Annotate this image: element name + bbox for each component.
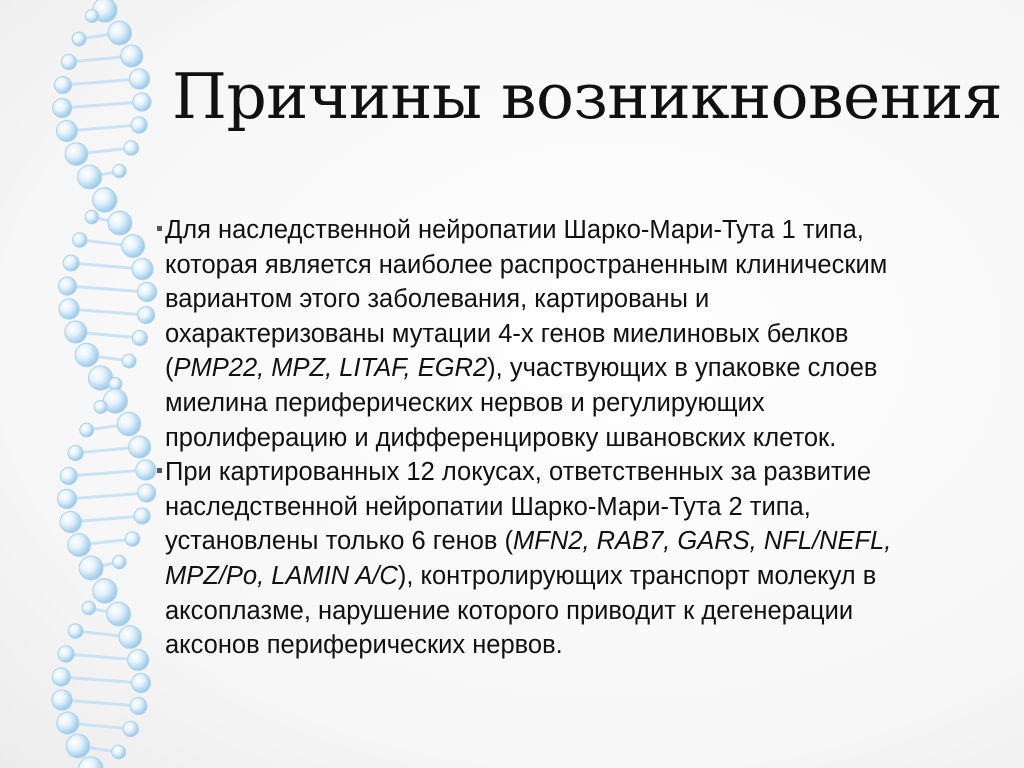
dna-bead <box>53 99 72 118</box>
dna-bead <box>56 121 77 142</box>
dna-bead <box>59 277 77 295</box>
text-line <box>165 421 995 456</box>
dna-bead <box>63 255 79 271</box>
dna-bead <box>58 646 74 662</box>
dna-bead <box>68 534 91 557</box>
dna-rung <box>62 102 142 108</box>
dna-bead <box>132 674 151 693</box>
dna-bead <box>52 668 70 686</box>
text-line <box>165 559 995 594</box>
dna-rung <box>62 700 139 706</box>
dna-bead <box>66 734 89 757</box>
dna-bead <box>124 141 139 156</box>
dna-bead <box>132 258 153 279</box>
dna-bead <box>55 77 72 94</box>
dna-rung <box>67 493 147 499</box>
dna-bead <box>138 484 156 502</box>
dna-bead <box>121 45 143 67</box>
dna-bead <box>128 650 149 671</box>
dna-bead <box>108 211 132 235</box>
dna-bead <box>75 343 98 366</box>
dna-bead <box>72 32 86 46</box>
text-line <box>165 594 995 629</box>
gene-names: MFN2, RAB7, GARS, NFL/NEFL, <box>513 527 892 556</box>
slide-title: Причины возникновения <box>172 60 1003 133</box>
dna-bead <box>112 745 126 759</box>
dna-bead <box>52 690 72 710</box>
text-run: Для наследственной нейропатии Шарко-Мари-Тута 1 типа, <box>165 216 864 244</box>
text-run: которая является наиболее распространенным клиническим <box>165 250 888 279</box>
gene-names: PMP22, MPZ, LITAF, EGR2 <box>173 354 488 383</box>
text-run: ), участвующих в упаковке слоев <box>487 354 878 383</box>
dna-bead <box>65 143 88 166</box>
text-line <box>165 490 995 525</box>
dna-bead <box>108 21 131 44</box>
dna-bead <box>138 282 157 301</box>
dna-bead <box>68 445 83 460</box>
dna-rung <box>63 79 140 85</box>
dna-bead <box>129 69 149 89</box>
dna-bead <box>93 579 117 603</box>
dna-rung <box>69 470 146 476</box>
text-line <box>165 282 995 317</box>
dna-bead <box>94 401 107 414</box>
text-run: ), контролирующих транспорт молекул в <box>397 561 877 590</box>
dna-bead <box>131 117 147 133</box>
dna-bead <box>59 299 79 319</box>
dna-bead <box>123 721 138 736</box>
text-run: ( <box>165 354 174 383</box>
text-run: установлены только 6 генов ( <box>165 527 514 556</box>
dna-bead <box>122 235 145 258</box>
text-run: вариантом этого заболевания, картированы и <box>165 285 710 314</box>
dna-bead <box>93 188 117 212</box>
bullet-marker <box>157 226 162 231</box>
dna-bead <box>119 626 142 649</box>
dna-bead <box>130 698 147 715</box>
text-line <box>165 248 995 283</box>
dna-bead <box>79 757 103 768</box>
dna-bead <box>117 412 140 435</box>
dna-bead <box>78 165 102 189</box>
dna-bead <box>113 164 126 177</box>
paragraph-charcot-type-2 <box>165 455 995 663</box>
dna-bead <box>86 10 99 23</box>
dna-bead <box>134 508 150 524</box>
bullet-marker <box>157 468 162 473</box>
dna-bead <box>125 532 139 546</box>
dna-bead <box>57 489 76 508</box>
text-run: аксоплазме, нарушение которого приводит к дегенерации <box>165 596 854 625</box>
text-line <box>165 455 995 490</box>
text-run: охарактеризованы мутации 4-х генов миелиновых белков <box>165 319 849 348</box>
dna-rung <box>68 286 148 292</box>
text-run: миелина периферических нервов и регулирующих <box>165 388 765 417</box>
dna-bead <box>57 712 79 734</box>
dna-bead <box>65 321 87 343</box>
dna-helix-icon <box>0 0 175 768</box>
dna-bead <box>122 354 136 368</box>
dna-bead <box>129 436 151 458</box>
text-run: пролиферацию и дифференцировку швановских клеток. <box>165 423 837 452</box>
dna-bead <box>73 233 87 247</box>
dna-bead <box>82 601 95 614</box>
text-run: При картированных 12 локусах, ответственных за развитие <box>165 458 872 487</box>
dna-bead <box>85 210 98 223</box>
text-line <box>165 628 995 663</box>
dna-bead <box>79 556 103 580</box>
text-line <box>165 524 995 559</box>
dna-bead <box>133 93 151 111</box>
dna-bead <box>68 624 83 639</box>
dna-bead <box>60 468 77 485</box>
text-run: наследственной нейропатии Шарко-Мари-Тута 2 типа, <box>165 492 811 521</box>
paragraph-charcot-type-1 <box>165 213 995 455</box>
dna-bead <box>107 602 131 626</box>
dna-bead <box>138 307 155 324</box>
text-line <box>165 386 995 421</box>
dna-bead <box>113 555 126 568</box>
dna-bead <box>132 330 147 345</box>
dna-bead <box>60 511 81 532</box>
text-line <box>165 213 995 248</box>
dna-bead <box>136 460 156 480</box>
text-run: аксонов периферических нервов. <box>165 631 563 660</box>
gene-names: MPZ/Po, LAMIN A/C <box>165 561 398 590</box>
dna-rung <box>69 309 146 315</box>
text-line <box>165 351 995 386</box>
dna-bead <box>61 54 76 69</box>
dna-rung <box>61 677 141 683</box>
slide-body <box>165 213 995 663</box>
dna-bead <box>80 423 94 437</box>
text-line <box>165 317 995 352</box>
